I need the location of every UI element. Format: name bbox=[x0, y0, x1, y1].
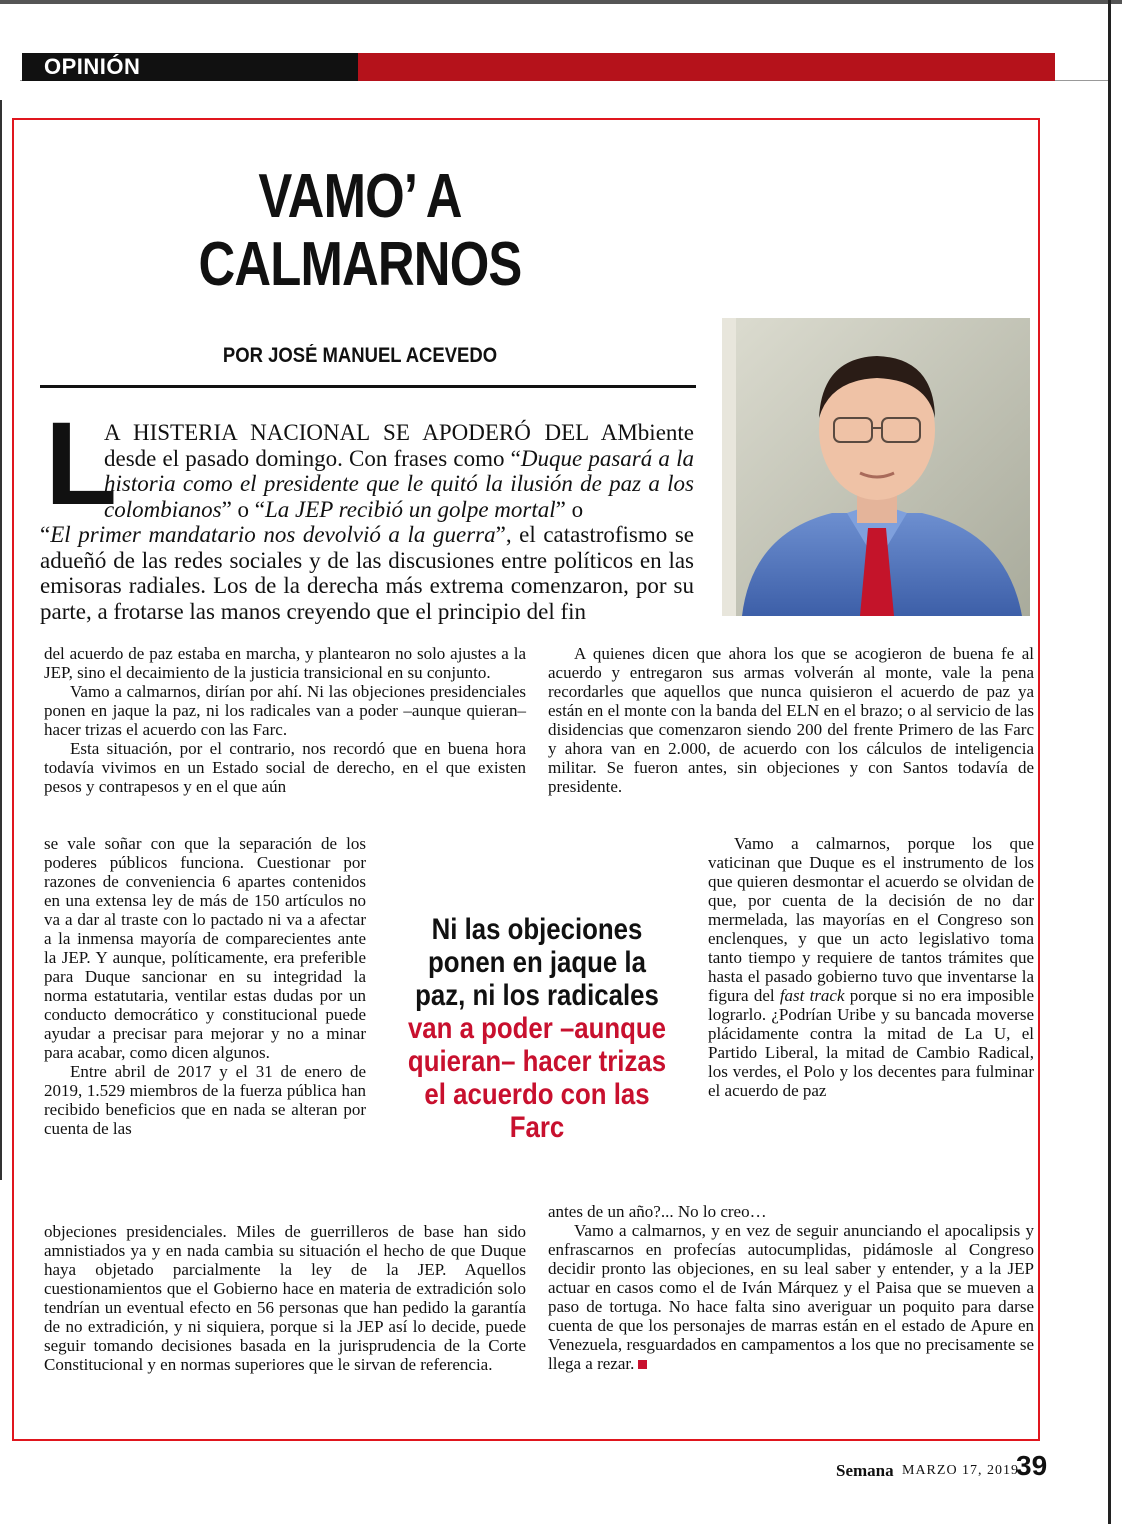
paragraph bbox=[708, 834, 1034, 1100]
paragraph: del acuerdo de paz estaba en marcha, y plantearon no solo ajustes a la JEP, sino el decaimiento de la justicia transicional en su conjunto. bbox=[44, 644, 526, 682]
paragraph: Entre abril de 2017 y el 31 de enero de 2019, 1.529 miembros de la fuerza pública han recibido beneficios que en nada se alteran por cuenta de las bbox=[44, 1062, 366, 1138]
lead-quote: Duque pasará a la historia como el presidente que le quitó la ilusión de paz a los colombianos bbox=[104, 445, 694, 522]
paragraph: Vamo a calmarnos, dirían por ahí. Ni las objeciones presidenciales ponen en jaque la paz, ni los radicales van a poder –aunque quieran– hacer trizas el acuerdo con las Farc. bbox=[44, 682, 526, 739]
magazine-name: Semana bbox=[836, 1461, 894, 1480]
paragraph-text: Vamo a calmarnos, porque los que vaticinan que Duque es el instrumento de los que quieren desmontar el acuerdo se olvidan de que, por cuenta de la decisión de no dar mermelada, las mayorías en el Congreso son enclenques, y que un acto legislativo toma tanto tiempo y requiere de tantos trámites que hasta el pasado gobierno tuvo que inventarse la figura del bbox=[708, 834, 1034, 1005]
column-1 bbox=[44, 1222, 526, 1374]
paragraph: A quienes dicen que ahora los que se acogieron de buena fe al acuerdo y entregaron sus armas volverán al monte, vale la pena recordarles que aquellos que nunca quisieron el acuerdo de paz ya están en el monte con la banda del ELN en el brazo; o al servicio de las disidencias que comenzaron siendo 200 del frente Primero de las Farc y ahora van en 2.000, de acuerdo con los cálculos de inteligencia militar. Se fueron antes, sin objeciones y con Santos todavía de presidente. bbox=[548, 644, 1034, 796]
pull-quote bbox=[400, 913, 673, 1144]
column-2 bbox=[548, 1202, 1034, 1373]
lead-text: “ bbox=[40, 522, 51, 547]
lead-paragraph bbox=[40, 522, 694, 624]
paragraph: objeciones presidenciales. Miles de guerrilleros de base han sido amnistiados ya y en nada cambia su situación el hecho de que Duque haya objetado parcialmente la ley de la JEP. Aquellos cuestionamientos que el Gobierno hace en materia de extradición solo tendrían un eventual efecto en 56 personas que han pedido la garantía de no extradición, y ni siquiera, porque si la JEP así lo decide, puede seguir tomando decisiones basada en la jurisprudencia de la Corte Constitucional y en normas superiores que le sirvan de referencia. bbox=[44, 1222, 526, 1374]
section-label: OPINIÓN bbox=[44, 54, 141, 79]
headline-line: CALMARNOS bbox=[198, 230, 522, 299]
paragraph bbox=[548, 1221, 1034, 1373]
pull-quote-highlight: van a poder –aunque quieran– hacer trizas el acuerdo con las Farc bbox=[407, 1012, 667, 1144]
author-portrait-icon bbox=[722, 318, 1030, 616]
section-bar-accent bbox=[358, 53, 1055, 81]
lead-text: ” o “ bbox=[221, 496, 265, 522]
author-photo bbox=[722, 318, 1030, 616]
end-mark-icon bbox=[638, 1360, 647, 1369]
headline bbox=[163, 163, 557, 299]
paragraph-text: Vamo a calmarnos, y en vez de seguir anunciando el apocalipsis y enfrascarnos en profecías autocumplidas, pidámosle al Congreso decidir pronto las objeciones, en su leal saber y entender, y a la JEP actuar en casos como el de Iván Márquez y el Paisa que se mueven a paso de tortuga. No hace falta sino averiguar un poquito para darse cuenta de que los personajes de marras están en el estado de Apure en Venezuela, resguardados en campamentos a los que no precisamente se llega a rezar. bbox=[548, 1221, 1034, 1373]
column-2-narrow bbox=[708, 834, 1034, 1100]
issue-date: MARZO 17, 2019 bbox=[902, 1463, 1020, 1478]
pull-quote-text: Ni las objeciones ponen en jaque la paz, ni los radicales bbox=[415, 913, 659, 1012]
paragraph: antes de un año?... No lo creo… bbox=[548, 1202, 767, 1221]
scan-edge bbox=[0, 100, 2, 1180]
column-1-narrow bbox=[44, 834, 366, 1138]
scan-edge bbox=[0, 0, 1122, 4]
headline-line: VAMO’ A bbox=[258, 162, 462, 231]
byline: POR JOSÉ MANUEL ACEVEDO bbox=[222, 344, 498, 367]
lead-text: ” o bbox=[555, 496, 584, 522]
lead-quote: La JEP recibió un golpe mortal bbox=[264, 496, 556, 522]
page-number: 39 bbox=[1016, 1450, 1048, 1481]
paragraph: Esta situación, por el contrario, nos recordó que en buena hora todavía vivimos en un Estado social de derecho, en el que existen pesos y contrapesos y en el que aún bbox=[44, 739, 526, 796]
paragraph: se vale soñar con que la separación de los poderes públicos funciona. Cuestionar por razones de conveniencia 6 apartes contenidos en una extensa ley de más de 150 artículos no va a dar al traste con lo pactado ni va a afectar a la inmensa mayoría de comparecientes ante la JEP. Y aunque, políticamente, era preferible para Duque sancionar en su integridad la norma estatutaria, ventilar estas dudas por un conducto democrático y constitucional puede ayudar a precisar para mejorar y no a minar para acabar, como dicen algunos. bbox=[44, 834, 366, 1062]
drop-cap: L bbox=[45, 398, 118, 530]
paragraph-italic: fast track bbox=[779, 986, 845, 1005]
lead-quote: El primer mandatario nos devolvió a la guerra bbox=[50, 522, 496, 547]
column-2 bbox=[548, 644, 1034, 796]
lead-text: ”, el catastrofismo se adueñó de las redes sociales y de las discusiones entre políticos en las emisoras radiales. Los de la derecha más extrema comenzaron, por su parte, a frotarse las manos creyendo que el principio del fin bbox=[40, 522, 695, 624]
column-1 bbox=[44, 644, 526, 796]
paragraph-text: porque si no era imposible lograrlo. ¿Podrían Uribe y su bancada moverse plácidamente contra la mitad de La U, el Partido Liberal, la mitad de Cambio Radical, los verdes, el Polo y los decentes para fulminar el acuerdo de paz bbox=[708, 986, 1034, 1100]
lead-paragraph bbox=[104, 420, 694, 522]
divider bbox=[40, 385, 696, 388]
scan-edge bbox=[1108, 0, 1111, 1524]
lead-text: A HISTERIA NACIONAL SE APODERÓ DEL AMbiente desde el pasado domingo. Con frases como “ bbox=[104, 420, 694, 471]
